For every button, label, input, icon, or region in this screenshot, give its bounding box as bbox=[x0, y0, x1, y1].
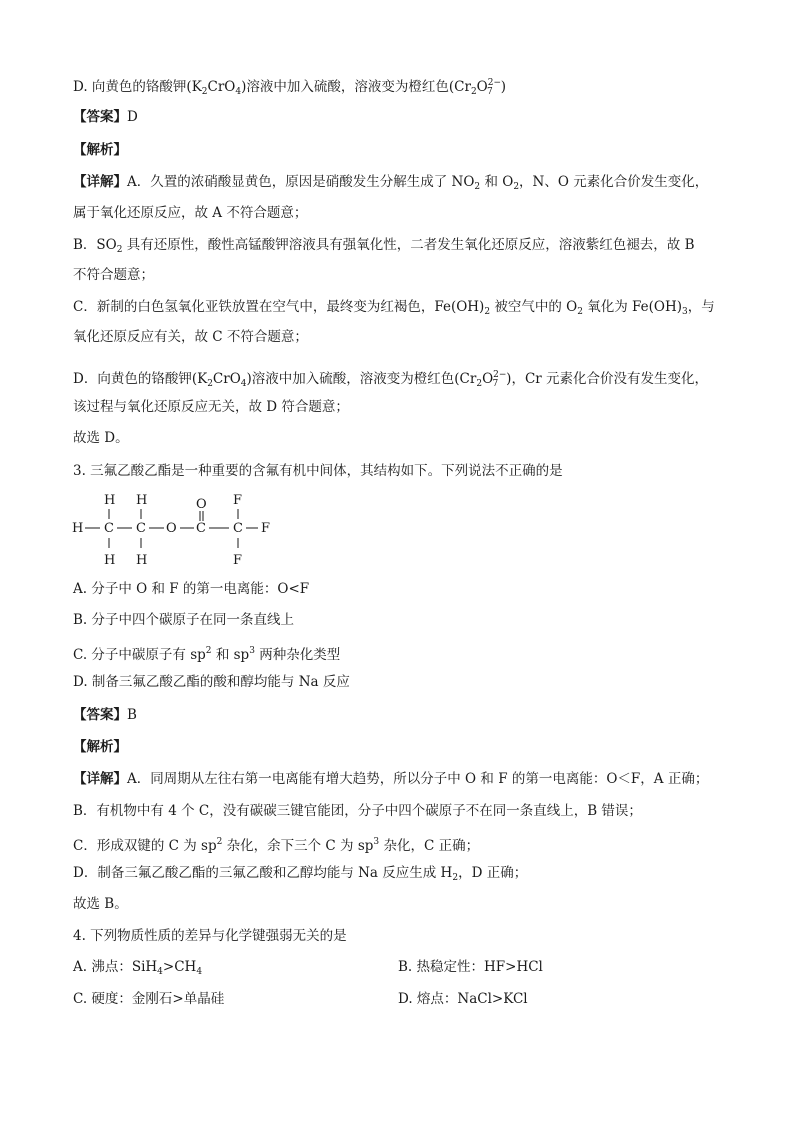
q4-option-d: D. 熔点：NaCl>KCl bbox=[398, 991, 528, 1007]
q2-detail-d-line2: 该过程与氧化还原反应无关，故 D 符合题意； bbox=[73, 399, 349, 415]
q3-detail-c: C．形成双键的 C 为 $sp^2$ 杂化，余下三个 C 为 $sp^3$ 杂化，C 正确； bbox=[73, 837, 480, 854]
atom-f-top: F bbox=[233, 493, 243, 508]
q3-option-b: B. 分子中四个碳原子在同一条直线上 bbox=[73, 612, 295, 628]
q3-detail-a: 【详解】A．同周期从左往右第一电离能有增大趋势，所以分子中 O 和 F 的第一电离能：O＜F，A 正确； bbox=[73, 771, 709, 787]
q3-option-c: C. 分子中碳原子有 $sp^2$ 和 $sp^3$ 两种杂化类型 bbox=[73, 646, 341, 663]
atom-h-top-1: H bbox=[104, 493, 116, 508]
atom-c1: C bbox=[104, 521, 114, 536]
q2-detail-b-line2: 不符合题意； bbox=[73, 267, 154, 283]
atom-f-right: F bbox=[261, 521, 271, 536]
q4-option-c: C. 硬度：金刚石>单晶硅 bbox=[73, 991, 225, 1007]
atom-h-top-2: H bbox=[136, 493, 148, 508]
atom-c4: C bbox=[233, 521, 243, 536]
atom-o-carbonyl: O bbox=[196, 497, 207, 512]
atom-o-ester: O bbox=[166, 521, 177, 536]
q3-option-d: D. 制备三氟乙酸乙酯的酸和醇均能与 Na 反应 bbox=[73, 674, 350, 690]
atom-c3: C bbox=[196, 521, 206, 536]
atom-h-bottom-2: H bbox=[136, 553, 148, 568]
q2-analysis-heading: 【解析】 bbox=[73, 142, 127, 158]
q4-option-a: A. 沸点：$SiH_4>CH_4$ bbox=[73, 959, 203, 977]
q3-answer: 【答案】B bbox=[73, 707, 137, 723]
atom-f-bottom: F bbox=[233, 553, 243, 568]
q2-detail-a-line1: 【详解】A．久置的浓硝酸显黄色，原因是硝酸发生分解生成了 $NO_2$ 和 $O_2$，N、O 元素化合价发生变化， bbox=[73, 174, 709, 192]
q2-conclusion: 故选 D。 bbox=[73, 430, 129, 446]
q4-stem: 4. 下列物质性质的差异与化学键强弱无关的是 bbox=[73, 928, 347, 944]
q2-option-d: D. 向黄色的铬酸钾$(K_2CrO_4)$溶液中加入硫酸，溶液变为橙红色($Cr_2O^{2-}_7$ ) bbox=[73, 78, 507, 97]
q2-detail-d-line1: D．向黄色的铬酸钾$(K_2CrO_4)$溶液中加入硫酸，溶液变为橙红色($Cr_2O^{2-}_7$ )，Cr 元素化合价没有发生变化， bbox=[73, 370, 709, 389]
q2-answer: 【答案】D bbox=[73, 109, 138, 125]
atom-h-bottom-1: H bbox=[104, 553, 116, 568]
atom-c2: C bbox=[136, 521, 146, 536]
q4-option-b: B. 热稳定性：HF>HCl bbox=[398, 959, 543, 975]
ethyl-trifluoroacetate-structure bbox=[72, 488, 292, 573]
q2-detail-b-line1: B．$SO_2$ 具有还原性，酸性高锰酸钾溶液具有强氧化性，二者发生氧化还原反应，溶液紫红色褪去，故 B bbox=[73, 237, 695, 255]
q3-detail-d: D．制备三氟乙酸乙酯的三氟乙酸和乙醇均能与 Na 反应生成 $H_2$，D 正确； bbox=[73, 865, 528, 883]
q2-detail-a-line2: 属于氧化还原反应，故 A 不符合题意； bbox=[73, 205, 308, 221]
q2-detail-c-line2: 氧化还原反应有关，故 C 不符合题意； bbox=[73, 329, 308, 345]
q3-stem: 3. 三氟乙酸乙酯是一种重要的含氟有机中间体，其结构如下。下列说法不正确的是 bbox=[73, 463, 563, 479]
q2-detail-c-line1: C．新制的白色氢氧化亚铁放置在空气中，最终变为红褐色，$Fe(OH)_2$ 被空气中的 $O_2$ 氧化为 $Fe(OH)_3$，与 bbox=[73, 299, 715, 317]
q3-conclusion: 故选 B。 bbox=[73, 896, 128, 912]
answer-tag: 【答案】 bbox=[73, 109, 127, 125]
q3-option-a: A. 分子中 O 和 F 的第一电离能：O<F bbox=[73, 581, 310, 597]
q3-detail-b: B．有机物中有 4 个 C，没有碳碳三键官能团，分子中四个碳原子不在同一条直线上，B 错误； bbox=[73, 803, 642, 819]
q3-analysis-heading: 【解析】 bbox=[73, 739, 127, 755]
atom-h-left: H bbox=[72, 521, 84, 536]
